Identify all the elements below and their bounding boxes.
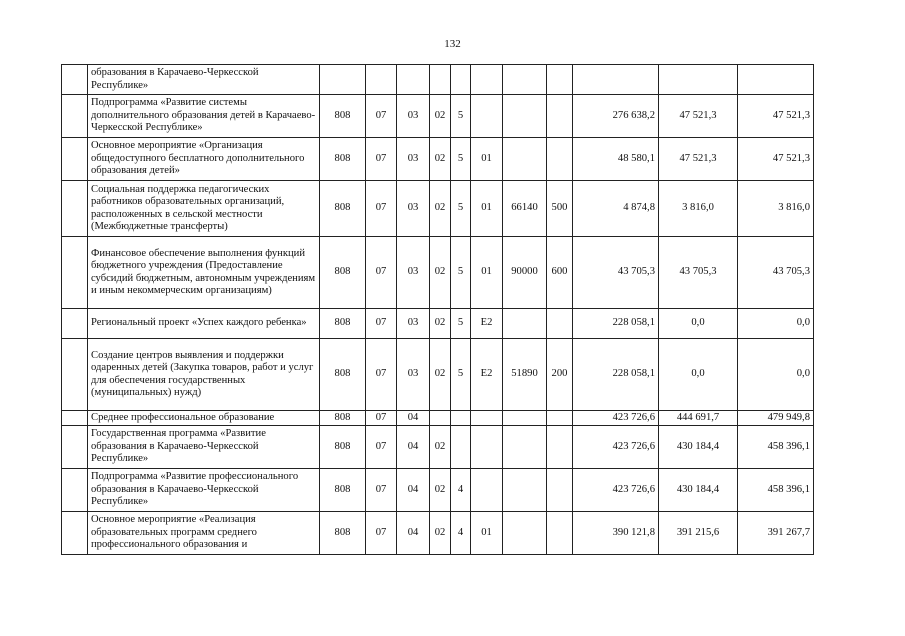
empty-cell bbox=[62, 237, 88, 309]
empty-cell bbox=[62, 138, 88, 181]
pr-code: 03 bbox=[397, 95, 430, 138]
program-code: 02 bbox=[430, 95, 451, 138]
empty-cell bbox=[62, 512, 88, 555]
program-code bbox=[430, 411, 451, 426]
row-name: Финансовое обеспечение выполнения функций бюджетного учреждения (Предоставление субсидий бюджетным, автономным учреждениям и иным некоммерческим организациям) bbox=[88, 237, 320, 309]
sum-year-1: 4 874,8 bbox=[573, 181, 659, 237]
vr-code bbox=[547, 426, 573, 469]
program-code: 02 bbox=[430, 309, 451, 339]
rz-code bbox=[366, 65, 397, 95]
rz-code: 07 bbox=[366, 237, 397, 309]
sum-year-3: 47 521,3 bbox=[738, 95, 814, 138]
event-code: 01 bbox=[471, 512, 503, 555]
program-code: 02 bbox=[430, 512, 451, 555]
event-code: 01 bbox=[471, 181, 503, 237]
rz-code: 07 bbox=[366, 95, 397, 138]
rz-code: 07 bbox=[366, 309, 397, 339]
direction-code bbox=[503, 95, 547, 138]
sum-year-2: 444 691,7 bbox=[659, 411, 738, 426]
direction-code bbox=[503, 138, 547, 181]
vr-code bbox=[547, 138, 573, 181]
direction-code: 51890 bbox=[503, 339, 547, 411]
rz-code: 07 bbox=[366, 411, 397, 426]
sum-year-2: 0,0 bbox=[659, 339, 738, 411]
sum-year-1: 48 580,1 bbox=[573, 138, 659, 181]
pr-code: 03 bbox=[397, 309, 430, 339]
vr-code bbox=[547, 65, 573, 95]
subprogram-code: 5 bbox=[451, 237, 471, 309]
direction-code bbox=[503, 309, 547, 339]
gr-code: 808 bbox=[320, 339, 366, 411]
empty-cell bbox=[62, 95, 88, 138]
subprogram-code bbox=[451, 411, 471, 426]
event-code bbox=[471, 65, 503, 95]
empty-cell bbox=[62, 65, 88, 95]
table-row bbox=[62, 512, 814, 555]
direction-code bbox=[503, 411, 547, 426]
sum-year-3: 0,0 bbox=[738, 339, 814, 411]
sum-year-1: 423 726,6 bbox=[573, 426, 659, 469]
program-code: 02 bbox=[430, 138, 451, 181]
pr-code: 03 bbox=[397, 237, 430, 309]
page-number: 132 bbox=[444, 38, 461, 50]
event-code bbox=[471, 469, 503, 512]
gr-code: 808 bbox=[320, 309, 366, 339]
subprogram-code: 5 bbox=[451, 138, 471, 181]
rz-code: 07 bbox=[366, 339, 397, 411]
program-code: 02 bbox=[430, 237, 451, 309]
table-row bbox=[62, 65, 814, 95]
sum-year-3: 391 267,7 bbox=[738, 512, 814, 555]
program-code bbox=[430, 65, 451, 95]
empty-cell bbox=[62, 411, 88, 426]
event-code: 01 bbox=[471, 237, 503, 309]
event-code bbox=[471, 411, 503, 426]
empty-cell bbox=[62, 469, 88, 512]
table-row bbox=[62, 95, 814, 138]
event-code bbox=[471, 426, 503, 469]
sum-year-2: 0,0 bbox=[659, 309, 738, 339]
subprogram-code bbox=[451, 426, 471, 469]
sum-year-2: 43 705,3 bbox=[659, 237, 738, 309]
event-code: 01 bbox=[471, 138, 503, 181]
sum-year-3: 479 949,8 bbox=[738, 411, 814, 426]
vr-code bbox=[547, 95, 573, 138]
event-code: E2 bbox=[471, 339, 503, 411]
vr-code bbox=[547, 411, 573, 426]
pr-code: 04 bbox=[397, 469, 430, 512]
gr-code: 808 bbox=[320, 95, 366, 138]
gr-code: 808 bbox=[320, 138, 366, 181]
gr-code bbox=[320, 65, 366, 95]
row-name: Государственная программа «Развитие образования в Карачаево-Черкесской Республике» bbox=[88, 426, 320, 469]
subprogram-code: 5 bbox=[451, 309, 471, 339]
table-row bbox=[62, 237, 814, 309]
direction-code bbox=[503, 512, 547, 555]
empty-cell bbox=[62, 309, 88, 339]
vr-code: 600 bbox=[547, 237, 573, 309]
rz-code: 07 bbox=[366, 138, 397, 181]
gr-code: 808 bbox=[320, 426, 366, 469]
empty-cell bbox=[62, 181, 88, 237]
row-name: Основное мероприятие «Организация общедоступного бесплатного дополнительного образования детей» bbox=[88, 138, 320, 181]
table-row bbox=[62, 309, 814, 339]
rz-code: 07 bbox=[366, 181, 397, 237]
subprogram-code: 4 bbox=[451, 512, 471, 555]
event-code: E2 bbox=[471, 309, 503, 339]
subprogram-code bbox=[451, 65, 471, 95]
subprogram-code: 5 bbox=[451, 339, 471, 411]
empty-cell bbox=[62, 339, 88, 411]
vr-code: 500 bbox=[547, 181, 573, 237]
table-row bbox=[62, 339, 814, 411]
empty-cell bbox=[62, 426, 88, 469]
sum-year-3: 458 396,1 bbox=[738, 426, 814, 469]
rz-code: 07 bbox=[366, 512, 397, 555]
gr-code: 808 bbox=[320, 181, 366, 237]
rz-code: 07 bbox=[366, 469, 397, 512]
vr-code bbox=[547, 309, 573, 339]
sum-year-3: 43 705,3 bbox=[738, 237, 814, 309]
pr-code: 04 bbox=[397, 426, 430, 469]
row-name: Региональный проект «Успех каждого ребенка» bbox=[88, 309, 320, 339]
sum-year-1: 423 726,6 bbox=[573, 411, 659, 426]
sum-year-3: 47 521,3 bbox=[738, 138, 814, 181]
sum-year-1: 228 058,1 bbox=[573, 309, 659, 339]
row-name: Социальная поддержка педагогических работников образовательных организаций, расположенных в сельской местности (Межбюджетные трансферты) bbox=[88, 181, 320, 237]
sum-year-2: 47 521,3 bbox=[659, 95, 738, 138]
row-name: образования в Карачаево-Черкесской Республике» bbox=[88, 65, 320, 95]
sum-year-1: 390 121,8 bbox=[573, 512, 659, 555]
vr-code: 200 bbox=[547, 339, 573, 411]
subprogram-code: 5 bbox=[451, 181, 471, 237]
program-code: 02 bbox=[430, 426, 451, 469]
pr-code: 03 bbox=[397, 181, 430, 237]
row-name: Подпрограмма «Развитие профессионального образования в Карачаево-Черкесской Республике» bbox=[88, 469, 320, 512]
rz-code: 07 bbox=[366, 426, 397, 469]
sum-year-2: 47 521,3 bbox=[659, 138, 738, 181]
vr-code bbox=[547, 512, 573, 555]
gr-code: 808 bbox=[320, 411, 366, 426]
gr-code: 808 bbox=[320, 469, 366, 512]
sum-year-3: 458 396,1 bbox=[738, 469, 814, 512]
gr-code: 808 bbox=[320, 237, 366, 309]
pr-code: 03 bbox=[397, 339, 430, 411]
program-code: 02 bbox=[430, 339, 451, 411]
row-name: Подпрограмма «Развитие системы дополнительного образования детей в Карачаево-Черкесской Республике» bbox=[88, 95, 320, 138]
sum-year-1: 423 726,6 bbox=[573, 469, 659, 512]
sum-year-1: 43 705,3 bbox=[573, 237, 659, 309]
row-name: Создание центров выявления и поддержки одаренных детей (Закупка товаров, работ и услуг для обеспечения государственных (муниципальных) нужд) bbox=[88, 339, 320, 411]
table-row bbox=[62, 411, 814, 426]
pr-code: 04 bbox=[397, 411, 430, 426]
row-name: Среднее профессиональное образование bbox=[88, 411, 320, 426]
sum-year-2: 391 215,6 bbox=[659, 512, 738, 555]
vr-code bbox=[547, 469, 573, 512]
sum-year-3: 3 816,0 bbox=[738, 181, 814, 237]
gr-code: 808 bbox=[320, 512, 366, 555]
sum-year-3 bbox=[738, 65, 814, 95]
direction-code bbox=[503, 426, 547, 469]
table-row bbox=[62, 138, 814, 181]
sum-year-1: 228 058,1 bbox=[573, 339, 659, 411]
direction-code bbox=[503, 65, 547, 95]
sum-year-1 bbox=[573, 65, 659, 95]
sum-year-1: 276 638,2 bbox=[573, 95, 659, 138]
budget-table bbox=[61, 64, 814, 555]
program-code: 02 bbox=[430, 469, 451, 512]
table-row bbox=[62, 469, 814, 512]
program-code: 02 bbox=[430, 181, 451, 237]
direction-code: 90000 bbox=[503, 237, 547, 309]
sum-year-2 bbox=[659, 65, 738, 95]
direction-code: 66140 bbox=[503, 181, 547, 237]
sum-year-2: 3 816,0 bbox=[659, 181, 738, 237]
subprogram-code: 4 bbox=[451, 469, 471, 512]
event-code bbox=[471, 95, 503, 138]
table-row bbox=[62, 181, 814, 237]
sum-year-2: 430 184,4 bbox=[659, 469, 738, 512]
pr-code bbox=[397, 65, 430, 95]
subprogram-code: 5 bbox=[451, 95, 471, 138]
pr-code: 04 bbox=[397, 512, 430, 555]
sum-year-2: 430 184,4 bbox=[659, 426, 738, 469]
sum-year-3: 0,0 bbox=[738, 309, 814, 339]
row-name: Основное мероприятие «Реализация образовательных программ среднего профессионального образования и bbox=[88, 512, 320, 555]
table-row bbox=[62, 426, 814, 469]
direction-code bbox=[503, 469, 547, 512]
pr-code: 03 bbox=[397, 138, 430, 181]
